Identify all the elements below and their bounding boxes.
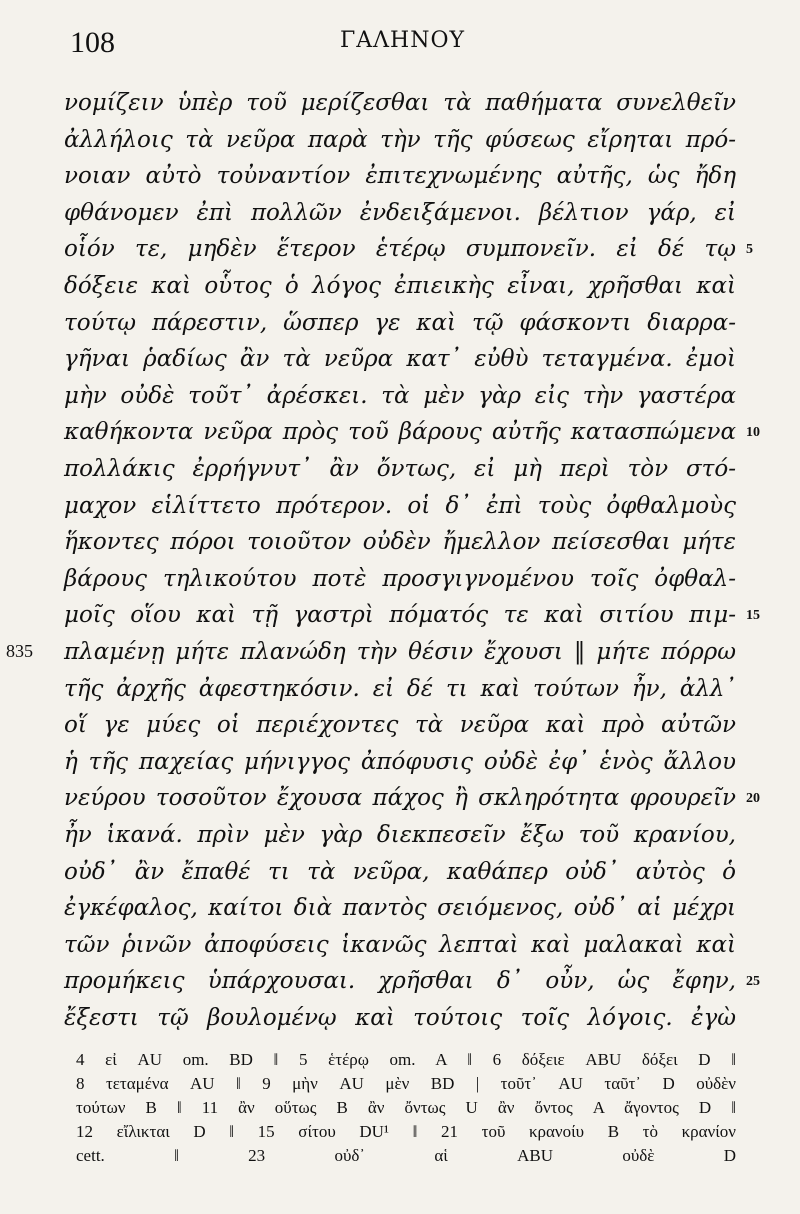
text-line: τούτῳ πάρεστιν, ὥσπερ γε καὶ τῷ φάσκοντι διαρρα- — [64, 309, 736, 336]
text-line: πλαμένῃ μήτε πλανώδη τὴν θέσιν ἔχουσι ‖ μήτε πόρρω — [64, 639, 736, 665]
text-line: ἥκοντες πόροι τοιοῦτον οὐδὲν ἤμελλον πείσεσθαι μήτε — [64, 529, 736, 556]
text-line: ἡ τῆς παχείας μήνιγγος ἀπόφυσις οὐδὲ ἐφ᾽ ἑνὸς ἄλλου — [64, 748, 736, 775]
line-number: 10 — [746, 425, 760, 441]
line-number: 15 — [746, 608, 760, 624]
text-line: μοῖς οἵου καὶ τῇ γαστρὶ πόματός τε καὶ σιτίου πιμ- — [64, 602, 736, 629]
text-line: ἦν ἱκανά. πρὶν μὲν γὰρ διεκπεσεῖν ἔξω τοῦ κρανίου, — [64, 822, 736, 848]
text-line: φθάνομεν ἐπὶ πολλῶν ἐνδειξάμενοι. βέλτιον γάρ, εἰ — [64, 199, 736, 226]
text-line: μαχον εἱλίττετο πρότερον. οἱ δ᾽ ἐπὶ τοὺς ὀφθαλμοὺς — [64, 492, 736, 519]
text-line: ἔξεστι τῷ βουλομένῳ καὶ τούτοις τοῖς λόγοις. ἐγὼ — [64, 1005, 736, 1031]
text-line: νοιαν αὐτὸ τοὐναντίον ἐπιτεχνωμένης αὐτῆς, ὡς ἤδη — [64, 163, 736, 190]
line-number: 5 — [746, 242, 753, 258]
margin-reference: 835 — [6, 641, 33, 661]
apparatus-line: τούτων B ‖ 11 ἂν οὕτως B ἂν ὄντως U ἂν ὄντος A ἄγοντος D ‖ — [76, 1098, 736, 1117]
text-line: δόξειε καὶ οὗτος ὁ λόγος ἐπιεικὴς εἶναι, χρῆσθαι καὶ — [64, 273, 736, 299]
line-number: 25 — [746, 974, 760, 990]
text-line: τῶν ῥινῶν ἀποφύσεις ἱκανῶς λεπταὶ καὶ μαλακαὶ καὶ — [64, 931, 736, 958]
text-line: γῆναι ῥαδίως ἂν τὰ νεῦρα κατ᾽ εὐθὺ τεταγμένα. ἐμοὶ — [64, 346, 736, 373]
text-line: μὴν οὐδὲ τοῦτ᾽ ἀρέσκει. τὰ μὲν γὰρ εἰς τὴν γαστέρα — [64, 382, 736, 409]
apparatus-line: 4 εἰ AU om. BD ‖ 5 ἑτέρῳ om. A ‖ 6 δόξειε ABU δόξει D ‖ — [76, 1050, 736, 1069]
text-line: καθήκοντα νεῦρα πρὸς τοῦ βάρους αὐτῆς κατασπώμενα — [64, 419, 736, 446]
apparatus-line: 12 εἴλικται D ‖ 15 σίτου DU¹ ‖ 21 τοῦ κρανοίυ B τὸ κρανίον — [76, 1122, 736, 1141]
page-number: 108 — [70, 26, 115, 59]
text-line: ἐγκέφαλος, καίτοι διὰ παντὸς σειόμενος, οὐδ᾽ αἱ μέχρι — [64, 895, 736, 922]
text-line: τῆς ἀρχῆς ἀφεστηκόσιν. εἰ δέ τι καὶ τούτων ἦν, ἀλλ᾽ — [64, 675, 736, 702]
text-line: νεύρου τοσοῦτον ἔχουσα πάχος ἢ σκληρότητα φρουρεῖν — [64, 785, 736, 812]
apparatus-line: 8 τεταμένα AU ‖ 9 μὴν AU μὲν BD | τοῦτ᾽ AU ταῦτ᾽ D οὐδὲν — [76, 1074, 736, 1093]
text-line: οἵ γε μύες οἱ περιέχοντες τὰ νεῦρα καὶ πρὸ αὐτῶν — [64, 712, 736, 739]
apparatus-line: cett. ‖ 23 οὐδ᾽ αἱ ABU οὐδὲ D — [76, 1146, 736, 1165]
text-line: ἀλλήλοις τὰ νεῦρα παρὰ τὴν τῆς φύσεως εἴρηται πρό- — [64, 126, 736, 153]
text-line: βάρους τηλικούτου ποτὲ προσγιγνομένου τοῖς ὀφθαλ- — [64, 565, 736, 592]
text-line: πολλάκις ἐρρήγνυτ᾽ ἂν ὄντως, εἰ μὴ περὶ τὸν στό- — [64, 456, 736, 482]
running-head: ΓΑΛΗΝΟΥ — [340, 28, 466, 53]
text-line: προμήκεις ὑπάρχουσαι. χρῆσθαι δ᾽ οὖν, ὡς ἔφην, — [64, 968, 736, 995]
text-line: νομίζειν ὑπὲρ τοῦ μερίζεσθαι τὰ παθήματα συνελθεῖν — [64, 90, 736, 116]
line-number: 20 — [746, 791, 760, 807]
text-line: οἷόν τε, μηδὲν ἕτερον ἑτέρῳ συμπονεῖν. εἰ δέ τῳ — [64, 236, 736, 263]
text-line: οὐδ᾽ ἂν ἔπαθέ τι τὰ νεῦρα, καθάπερ οὐδ᾽ αὐτὸς ὁ — [64, 858, 736, 885]
